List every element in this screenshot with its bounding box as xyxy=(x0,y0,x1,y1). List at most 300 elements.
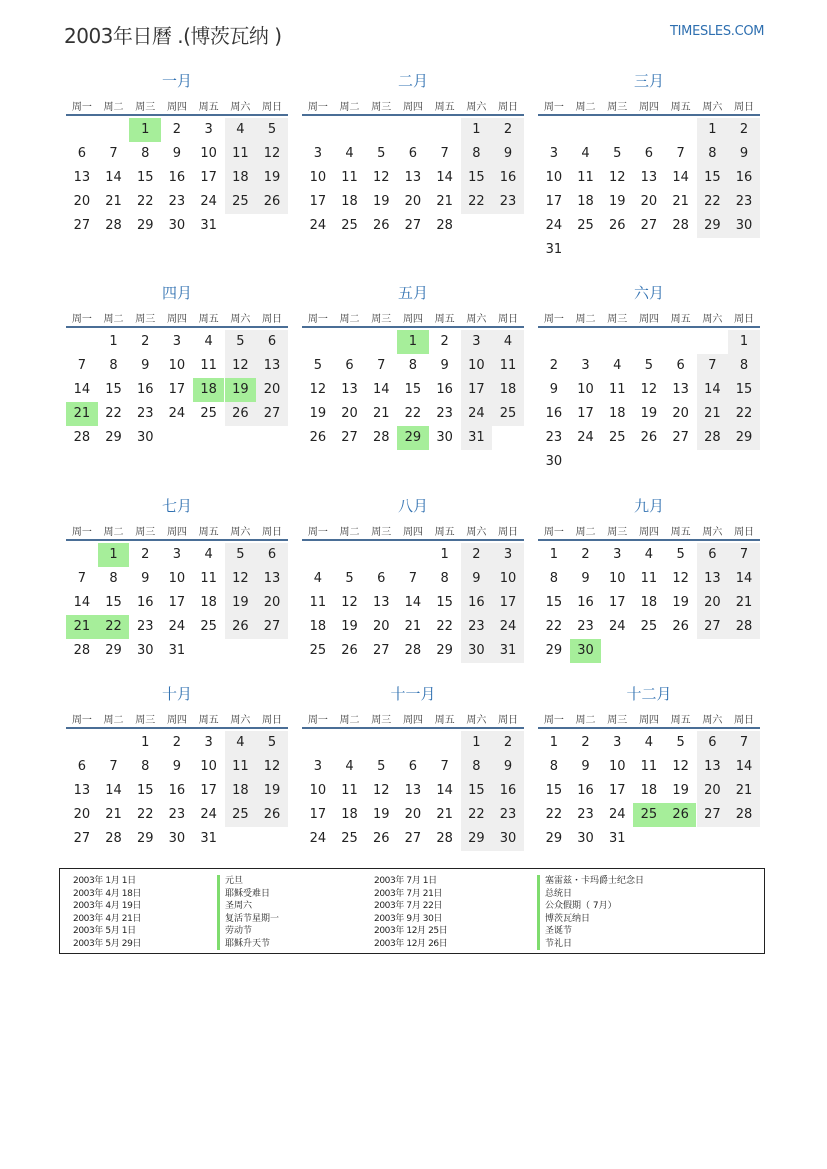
day-cell: 10 xyxy=(461,354,493,378)
day-cell: 7 xyxy=(728,543,760,567)
day-cell: 23 xyxy=(492,803,524,827)
day-cell: 16 xyxy=(492,166,524,190)
day-cell: 17 xyxy=(168,382,186,397)
day-cell: 3 xyxy=(461,330,493,354)
legend-date: 2003年 7月 21日 xyxy=(374,888,443,899)
day-cell: 2 xyxy=(172,735,182,750)
day-cell: 6 xyxy=(408,759,418,774)
legend-date: 2003年 4月 21日 xyxy=(73,913,142,924)
day-cell: 4 xyxy=(581,146,590,161)
legend-left-names xyxy=(217,875,279,950)
day-cell: 15 xyxy=(461,166,493,190)
weekday-label: 周日 xyxy=(498,527,519,538)
day-cell: 7 xyxy=(109,146,118,161)
day-cell: 12 xyxy=(672,759,689,774)
day-cell: 1 xyxy=(141,735,150,750)
day-cell: 27 xyxy=(697,803,729,827)
day-cell: 27 xyxy=(256,402,288,426)
weekday-label: 周五 xyxy=(198,314,219,325)
day-cell: 29 xyxy=(545,643,563,658)
day-cell: 20 xyxy=(256,591,288,615)
legend-holiday-name: 塞雷兹・卡玛爵士纪念日 xyxy=(545,876,645,886)
day-cell: 24 xyxy=(461,402,493,426)
day-cell: 11 xyxy=(225,755,257,779)
day-cell: 11 xyxy=(640,571,658,586)
weekday-label: 周二 xyxy=(103,715,124,726)
day-cell: 10 xyxy=(168,571,186,586)
holiday-legend xyxy=(59,868,765,954)
day-cell: 12 xyxy=(225,354,257,378)
day-cell: 14 xyxy=(728,755,760,779)
legend-date: 2003年 9月 30日 xyxy=(374,913,443,924)
day-cell: 17 xyxy=(608,595,626,610)
day-cell: 13 xyxy=(256,354,288,378)
day-cell: 3 xyxy=(492,543,524,567)
weekday-label: 周六 xyxy=(466,715,487,726)
weekday-label: 周六 xyxy=(466,314,487,325)
day-cell: 27 xyxy=(341,430,358,445)
day-cell: 12 xyxy=(341,595,358,610)
day-cell: 7 xyxy=(728,731,760,755)
day-cell: 27 xyxy=(404,218,422,233)
day-cell: 27 xyxy=(404,831,422,846)
month-name: 五月 xyxy=(397,284,428,302)
month-name: 八月 xyxy=(397,497,428,515)
weekday-label: 周日 xyxy=(498,102,519,113)
day-cell: 17 xyxy=(577,406,594,421)
day-cell: 27 xyxy=(73,218,91,233)
day-cell: 22 xyxy=(98,615,130,639)
day-cell: 7 xyxy=(697,354,729,378)
day-cell: 18 xyxy=(225,166,257,190)
day-cell: 2 xyxy=(492,118,524,142)
day-cell: 6 xyxy=(408,146,418,161)
day-cell: 4 xyxy=(345,146,354,161)
day-cell: 7 xyxy=(676,146,685,161)
day-cell: 1 xyxy=(98,543,130,567)
day-cell: 14 xyxy=(436,783,453,798)
weekday-label: 周五 xyxy=(434,527,455,538)
day-cell: 10 xyxy=(200,146,217,161)
day-cell: 10 xyxy=(309,170,327,185)
day-cell: 21 xyxy=(372,406,390,421)
day-cell: 29 xyxy=(136,218,154,233)
day-cell: 6 xyxy=(644,146,654,161)
day-cell: 20 xyxy=(73,194,91,209)
weekday-label: 周日 xyxy=(262,715,283,726)
day-cell: 11 xyxy=(608,382,626,397)
day-cell: 2 xyxy=(440,334,449,349)
day-cell: 8 xyxy=(728,354,760,378)
day-cell: 8 xyxy=(440,571,449,586)
day-cell: 12 xyxy=(640,382,658,397)
month-name: 六月 xyxy=(633,284,664,302)
day-cell: 28 xyxy=(728,803,760,827)
day-cell: 8 xyxy=(408,358,418,373)
day-cell: 19 xyxy=(309,406,327,421)
day-cell: 27 xyxy=(256,615,288,639)
weekday-label: 周四 xyxy=(166,527,187,538)
weekday-label: 周日 xyxy=(734,715,755,726)
day-cell: 23 xyxy=(577,619,594,634)
day-cell: 24 xyxy=(492,615,524,639)
day-cell: 13 xyxy=(404,170,422,185)
weekday-label: 周三 xyxy=(371,715,392,726)
day-cell: 2 xyxy=(581,547,590,562)
weekday-label: 周三 xyxy=(135,314,156,325)
day-cell: 13 xyxy=(73,783,91,798)
day-cell: 7 xyxy=(440,759,449,774)
weekday-label: 周一 xyxy=(307,715,328,726)
day-cell: 9 xyxy=(581,759,590,774)
weekday-label: 周一 xyxy=(71,715,92,726)
weekday-label: 周二 xyxy=(339,314,360,325)
month-name: 十二月 xyxy=(626,685,672,703)
day-cell: 17 xyxy=(200,783,217,798)
legend-date: 2003年 4月 18日 xyxy=(73,888,142,899)
legend-date: 2003年 4月 19日 xyxy=(73,901,142,911)
day-cell: 26 xyxy=(372,831,390,846)
month-name: 十月 xyxy=(161,685,192,703)
day-cell: 3 xyxy=(613,547,622,562)
legend-holiday-name: 耶稣升天节 xyxy=(225,938,271,949)
day-cell: 13 xyxy=(640,170,658,185)
day-cell: 11 xyxy=(341,783,358,798)
weekday-label: 周一 xyxy=(307,527,328,538)
day-cell: 9 xyxy=(728,142,760,166)
weekday-label: 周四 xyxy=(402,314,423,325)
weekday-label: 周五 xyxy=(434,314,455,325)
day-cell: 23 xyxy=(728,190,760,214)
weekday-label: 周六 xyxy=(230,527,251,538)
day-cell: 1 xyxy=(549,735,558,750)
weekday-label: 周四 xyxy=(166,102,187,113)
day-cell: 26 xyxy=(608,218,626,233)
day-cell: 6 xyxy=(256,543,288,567)
day-cell: 20 xyxy=(640,194,658,209)
day-cell: 31 xyxy=(168,643,186,658)
day-cell: 3 xyxy=(313,759,322,774)
day-cell: 9 xyxy=(141,571,150,586)
day-cell: 27 xyxy=(697,615,729,639)
weekday-label: 周四 xyxy=(638,527,659,538)
day-cell: 16 xyxy=(136,382,154,397)
day-cell: 16 xyxy=(168,170,186,185)
day-cell: 7 xyxy=(377,358,386,373)
day-cell: 1 xyxy=(109,334,118,349)
day-cell: 2 xyxy=(728,118,760,142)
day-cell: 13 xyxy=(697,567,729,591)
weekday-label: 周四 xyxy=(638,102,659,113)
day-cell: 2 xyxy=(141,547,150,562)
day-cell: 20 xyxy=(404,194,422,209)
legend-holiday-name: 元旦 xyxy=(225,876,244,886)
legend-right-names xyxy=(537,875,644,950)
site-link[interactable]: TIMESLES.COM xyxy=(670,24,765,39)
day-cell: 22 xyxy=(136,807,154,822)
day-cell: 11 xyxy=(225,142,257,166)
day-cell: 26 xyxy=(225,402,257,426)
day-cell: 6 xyxy=(345,358,354,373)
day-cell: 5 xyxy=(345,571,354,586)
day-cell: 25 xyxy=(309,643,327,658)
weekday-label: 周日 xyxy=(734,314,755,325)
legend-left-dates xyxy=(73,875,141,950)
day-cell: 21 xyxy=(728,591,760,615)
day-cell: 18 xyxy=(577,194,594,209)
weekday-label: 周二 xyxy=(103,527,124,538)
day-cell: 14 xyxy=(436,170,453,185)
day-cell: 11 xyxy=(577,170,594,185)
day-cell: 26 xyxy=(665,803,697,827)
day-cell: 19 xyxy=(672,783,689,798)
weekday-label: 周一 xyxy=(307,102,328,113)
weekday-label: 周日 xyxy=(262,527,283,538)
day-cell: 21 xyxy=(105,807,122,822)
day-cell: 20 xyxy=(697,591,729,615)
day-cell: 28 xyxy=(436,831,453,846)
weekday-label: 周三 xyxy=(607,102,628,113)
weekday-label: 周四 xyxy=(402,527,423,538)
day-cell: 1 xyxy=(397,330,429,354)
day-cell: 28 xyxy=(73,430,91,445)
weekday-label: 周四 xyxy=(166,715,187,726)
day-cell: 17 xyxy=(492,591,524,615)
day-cell: 7 xyxy=(109,759,118,774)
day-cell: 26 xyxy=(640,430,658,445)
day-cell: 22 xyxy=(105,406,122,421)
legend-holiday-name: 耶稣受难日 xyxy=(225,888,271,899)
weekday-label: 周一 xyxy=(71,314,92,325)
weekday-label: 周六 xyxy=(702,715,723,726)
day-cell: 12 xyxy=(608,170,626,185)
day-cell: 19 xyxy=(372,807,390,822)
day-cell: 8 xyxy=(549,571,558,586)
day-cell: 19 xyxy=(608,194,626,209)
day-cell: 14 xyxy=(73,595,91,610)
month-name: 九月 xyxy=(633,497,664,515)
weekday-label: 周五 xyxy=(670,314,691,325)
day-cell: 22 xyxy=(697,190,729,214)
legend-date: 2003年 12月 26日 xyxy=(374,938,448,949)
day-cell: 23 xyxy=(168,807,186,822)
weekday-label: 周二 xyxy=(339,527,360,538)
legend-holiday-name: 公众假期（ 7月） xyxy=(545,901,617,911)
day-cell: 25 xyxy=(225,803,257,827)
weekday-label: 周四 xyxy=(166,314,187,325)
day-cell: 29 xyxy=(728,426,760,450)
day-cell: 8 xyxy=(141,759,150,774)
day-cell: 9 xyxy=(172,759,182,774)
weekday-label: 周二 xyxy=(339,715,360,726)
legend-date: 2003年 5月 29日 xyxy=(73,938,142,949)
day-cell: 1 xyxy=(728,330,760,354)
weekday-header xyxy=(302,98,524,116)
day-cell: 25 xyxy=(200,406,217,421)
day-cell: 20 xyxy=(372,619,390,634)
day-cell: 4 xyxy=(204,334,213,349)
day-cell: 31 xyxy=(545,242,563,257)
legend-holiday-name: 劳动节 xyxy=(225,926,253,936)
day-cell: 24 xyxy=(168,619,186,634)
day-cell: 29 xyxy=(105,430,122,445)
day-cell: 3 xyxy=(581,358,590,373)
day-cell: 7 xyxy=(77,358,86,373)
day-cell: 1 xyxy=(461,118,493,142)
day-cell: 29 xyxy=(697,214,729,238)
weekday-label: 周二 xyxy=(575,102,596,113)
day-cell: 3 xyxy=(172,547,182,562)
legend-holiday-name: 复活节星期一 xyxy=(225,913,280,924)
day-cell: 28 xyxy=(73,643,91,658)
day-cell: 19 xyxy=(256,166,288,190)
day-cell: 26 xyxy=(309,430,327,445)
day-cell: 6 xyxy=(256,330,288,354)
day-cell: 20 xyxy=(73,807,91,822)
month-name: 十一月 xyxy=(390,685,436,703)
day-cell: 9 xyxy=(141,358,150,373)
day-cell: 28 xyxy=(404,643,422,658)
day-cell: 13 xyxy=(672,382,689,397)
day-cell: 10 xyxy=(577,382,594,397)
day-cell: 4 xyxy=(492,330,524,354)
day-cell: 13 xyxy=(697,755,729,779)
day-cell: 28 xyxy=(436,218,453,233)
day-cell: 16 xyxy=(492,779,524,803)
day-cell: 15 xyxy=(105,595,122,610)
weekday-label: 周三 xyxy=(607,715,628,726)
day-cell: 22 xyxy=(436,619,453,634)
day-cell: 12 xyxy=(672,571,689,586)
day-cell: 16 xyxy=(577,783,594,798)
weekday-header xyxy=(66,711,288,729)
day-cell: 25 xyxy=(633,803,665,827)
day-cell: 20 xyxy=(672,406,689,421)
weekday-label: 周一 xyxy=(543,102,564,113)
day-cell: 20 xyxy=(697,779,729,803)
weekday-label: 周五 xyxy=(198,527,219,538)
day-cell: 3 xyxy=(313,146,322,161)
day-cell: 4 xyxy=(644,547,654,562)
day-cell: 10 xyxy=(608,759,626,774)
day-cell: 17 xyxy=(545,194,563,209)
weekday-label: 周二 xyxy=(103,102,124,113)
weekday-header xyxy=(302,711,524,729)
day-cell: 23 xyxy=(492,190,524,214)
weekday-label: 周一 xyxy=(71,102,92,113)
day-cell: 16 xyxy=(136,595,154,610)
legend-holiday-name: 节礼日 xyxy=(545,938,573,949)
page-title: 2003年日曆 .(博茨瓦纳 ) xyxy=(64,24,282,48)
day-cell: 11 xyxy=(492,354,524,378)
weekday-label: 周日 xyxy=(498,314,519,325)
day-cell: 10 xyxy=(492,567,524,591)
day-cell: 21 xyxy=(105,194,122,209)
weekday-label: 周日 xyxy=(498,715,519,726)
day-cell: 22 xyxy=(461,190,493,214)
day-cell: 14 xyxy=(404,595,422,610)
day-cell: 30 xyxy=(492,827,524,851)
day-cell: 31 xyxy=(608,831,626,846)
weekday-label: 周三 xyxy=(371,102,392,113)
day-cell: 17 xyxy=(309,807,327,822)
weekday-label: 周三 xyxy=(371,527,392,538)
day-cell: 6 xyxy=(377,571,386,586)
weekday-label: 周六 xyxy=(702,527,723,538)
day-cell: 22 xyxy=(404,406,422,421)
day-cell: 21 xyxy=(436,194,453,209)
day-cell: 8 xyxy=(109,571,118,586)
weekday-label: 周五 xyxy=(198,102,219,113)
day-cell: 11 xyxy=(309,595,327,610)
day-cell: 6 xyxy=(676,358,685,373)
day-cell: 13 xyxy=(372,595,390,610)
weekday-label: 周四 xyxy=(638,715,659,726)
day-cell: 18 xyxy=(309,619,327,634)
weekday-label: 周一 xyxy=(71,527,92,538)
weekday-label: 周六 xyxy=(230,102,251,113)
day-cell: 19 xyxy=(372,194,390,209)
day-cell: 30 xyxy=(436,430,453,445)
day-cell: 3 xyxy=(613,735,622,750)
weekday-header xyxy=(302,310,524,328)
day-cell: 30 xyxy=(136,643,154,658)
day-cell: 11 xyxy=(200,358,217,373)
day-cell: 1 xyxy=(440,547,449,562)
day-cell: 11 xyxy=(200,571,217,586)
day-cell: 15 xyxy=(697,166,729,190)
day-cell: 31 xyxy=(461,426,493,450)
day-cell: 5 xyxy=(644,358,654,373)
day-cell: 19 xyxy=(672,595,689,610)
day-cell: 17 xyxy=(168,595,186,610)
day-cell: 31 xyxy=(492,639,524,663)
day-cell: 12 xyxy=(372,170,390,185)
day-cell: 26 xyxy=(225,615,257,639)
day-cell: 13 xyxy=(256,567,288,591)
day-cell: 9 xyxy=(172,146,182,161)
day-cell: 28 xyxy=(105,218,122,233)
day-cell: 9 xyxy=(461,567,493,591)
legend-date: 2003年 12月 25日 xyxy=(374,926,448,936)
day-cell: 18 xyxy=(640,595,658,610)
day-cell: 16 xyxy=(728,166,760,190)
weekday-label: 周六 xyxy=(230,715,251,726)
weekday-label: 周日 xyxy=(734,527,755,538)
day-cell: 23 xyxy=(136,406,154,421)
day-cell: 25 xyxy=(225,190,257,214)
legend-holiday-name: 圣周六 xyxy=(225,901,253,911)
day-cell: 15 xyxy=(461,779,493,803)
day-cell: 16 xyxy=(168,783,186,798)
weekday-label: 周六 xyxy=(702,102,723,113)
legend-right-dates xyxy=(374,875,447,950)
day-cell: 23 xyxy=(545,430,563,445)
day-cell: 31 xyxy=(200,831,217,846)
day-cell: 18 xyxy=(193,378,225,402)
day-cell: 6 xyxy=(697,543,729,567)
day-cell: 9 xyxy=(492,755,524,779)
day-cell: 24 xyxy=(608,807,626,822)
day-cell: 14 xyxy=(105,783,122,798)
day-cell: 24 xyxy=(608,619,626,634)
day-cell: 3 xyxy=(204,735,213,750)
day-cell: 3 xyxy=(549,146,558,161)
day-cell: 29 xyxy=(436,643,453,658)
day-cell: 25 xyxy=(577,218,594,233)
day-cell: 29 xyxy=(461,827,493,851)
weekday-label: 周一 xyxy=(543,527,564,538)
